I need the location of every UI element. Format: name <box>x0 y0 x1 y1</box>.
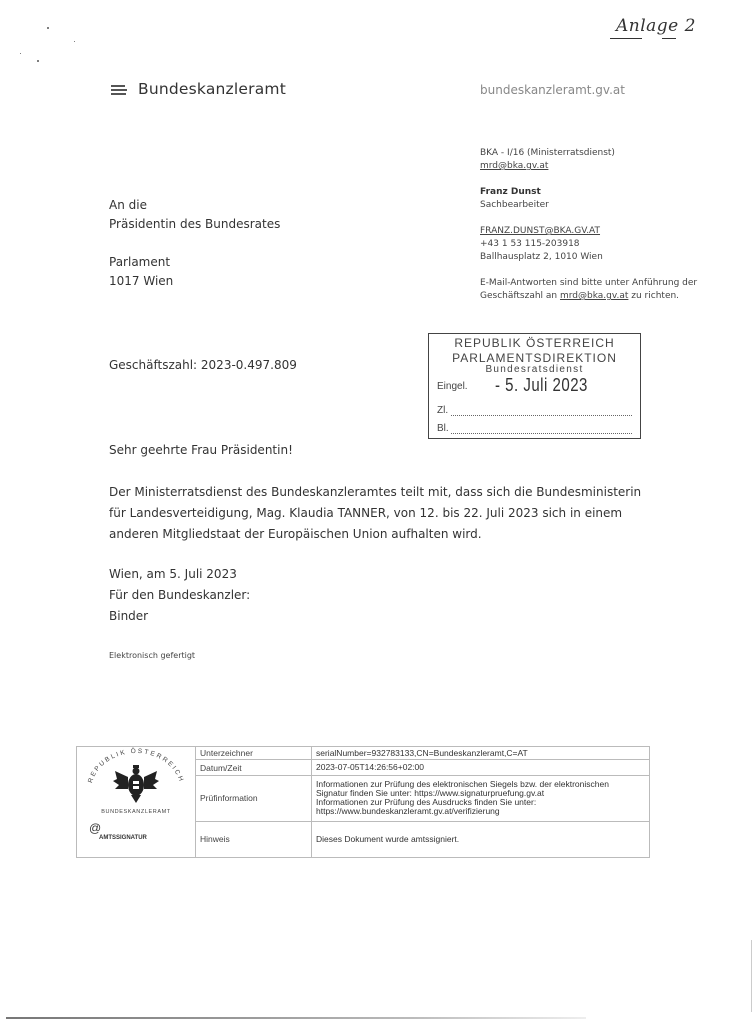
handwritten-annotation: Anlage 2 <box>616 16 696 36</box>
scan-speck <box>47 27 49 29</box>
stamp-dotted-line <box>451 432 632 434</box>
stamp-received-label: Eingel. <box>437 381 468 392</box>
body-paragraph <box>109 482 669 545</box>
scan-speck <box>37 60 39 62</box>
signature-value: serialNumber=932783133,CN=Bundeskanzleramt,C=AT <box>312 747 650 760</box>
signature-label: Unterzeichner <box>196 747 312 760</box>
recipient-address <box>109 196 280 291</box>
value-line: Informationen zur Prüfung des Ausdrucks finden Sie unter: <box>316 797 537 808</box>
recipient-line: Parlament <box>109 255 171 269</box>
paragraph-line: für Landesverteidigung, Mag. Klaudia TANNER, von 12. bis 22. Juli 2023 sich in einem <box>109 506 623 520</box>
seal-text: REPUBLIK ÖSTERREICH <box>87 747 185 784</box>
reply-note-suffix: zu richten. <box>628 291 680 301</box>
sender-info <box>480 147 720 303</box>
stamp-line: PARLAMENTSDIREKTION <box>452 351 617 365</box>
stamp-line: Bundesratsdienst <box>485 364 584 375</box>
stamp-bl-label: Bl. <box>437 423 449 434</box>
sender-name: Franz Dunst <box>480 187 541 197</box>
salutation: Sehr geehrte Frau Präsidentin! <box>109 443 293 457</box>
reply-note: E-Mail-Antworten sind bitte unter Anführung der <box>480 278 698 288</box>
paragraph-line: Der Ministerratsdienst des Bundeskanzleramtes teilt mit, dass sich die Bundesministerin <box>109 485 642 499</box>
letterhead-logo <box>111 80 286 98</box>
republic-seal <box>77 747 195 857</box>
sender-department: BKA - I/16 (Ministerratsdienst) <box>480 148 615 158</box>
sender-phone: +43 1 53 115-203918 <box>480 239 580 249</box>
recipient-line: An die <box>109 198 147 212</box>
sender-role: Sachbearbeiter <box>480 200 549 210</box>
value-line: Informationen zur Prüfung des elektronischen Siegels bzw. der elektronischen <box>316 779 609 790</box>
seal-cell <box>77 747 196 858</box>
scan-speck <box>20 53 21 54</box>
value-line: Signatur finden Sie unter: https://www.signaturpruefung.gv.at <box>316 788 545 799</box>
stamp-zl-label: Zl. <box>437 405 449 416</box>
bka-lines-icon <box>111 84 127 95</box>
closing <box>109 564 669 627</box>
reply-email-link[interactable]: mrd@bka.gv.at <box>559 291 629 301</box>
paragraph-line: anderen Mitgliedstaat der Europäischen Union aufhalten wird. <box>109 527 482 541</box>
scan-edge <box>751 940 752 1012</box>
reference-number: Geschäftszahl: 2023-0.497.809 <box>109 358 297 372</box>
signature-value <box>312 776 650 821</box>
signature-label: Hinweis <box>196 821 312 857</box>
eagle-seal-icon <box>77 747 195 817</box>
on-behalf: Für den Bundeskanzler: <box>109 588 251 602</box>
reply-note-line2 <box>480 290 720 303</box>
seal-organization: BUNDESKANZLERAMT <box>101 809 171 815</box>
scan-edge <box>6 1017 586 1019</box>
place-date: Wien, am 5. Juli 2023 <box>109 567 237 581</box>
signature-row <box>77 747 650 760</box>
website-link[interactable]: bundeskanzleramt.gv.at <box>480 83 625 97</box>
organization-name: Bundeskanzleramt <box>138 80 286 98</box>
reply-note-prefix: Geschäftszahl an <box>480 291 560 301</box>
recipient-line: 1017 Wien <box>109 274 174 288</box>
electronic-note: Elektronisch gefertigt <box>109 651 196 660</box>
annotation-underline <box>610 38 642 39</box>
signature-label: Prüfinformation <box>196 776 312 821</box>
amtssignatur-label: AMTSSIGNATUR <box>99 835 147 841</box>
annotation-underline <box>662 38 676 39</box>
signature-label: Datum/Zeit <box>196 760 312 776</box>
value-line: https://www.bundeskanzleramt.gv.at/verifizierung <box>316 806 500 817</box>
received-stamp <box>428 333 641 439</box>
signature-value: 2023-07-05T14:26:56+02:00 <box>312 760 650 776</box>
sender-address: Ballhausplatz 2, 1010 Wien <box>480 252 603 262</box>
stamp-line: REPUBLIK ÖSTERREICH <box>454 336 615 350</box>
scan-speck <box>74 41 75 42</box>
department-email-link[interactable]: mrd@bka.gv.at <box>480 161 549 171</box>
amtssignatur-at-icon: @ <box>89 821 102 835</box>
signer-name: Binder <box>109 609 149 623</box>
recipient-line: Präsidentin des Bundesrates <box>109 217 281 231</box>
stamp-received-date: - 5. Juli 2023 <box>495 374 588 397</box>
signature-value: Dieses Dokument wurde amtssigniert. <box>312 821 650 857</box>
sender-email-link[interactable]: FRANZ.DUNST@BKA.GV.AT <box>480 226 601 236</box>
stamp-dotted-line <box>451 414 632 416</box>
signature-block <box>76 746 650 858</box>
